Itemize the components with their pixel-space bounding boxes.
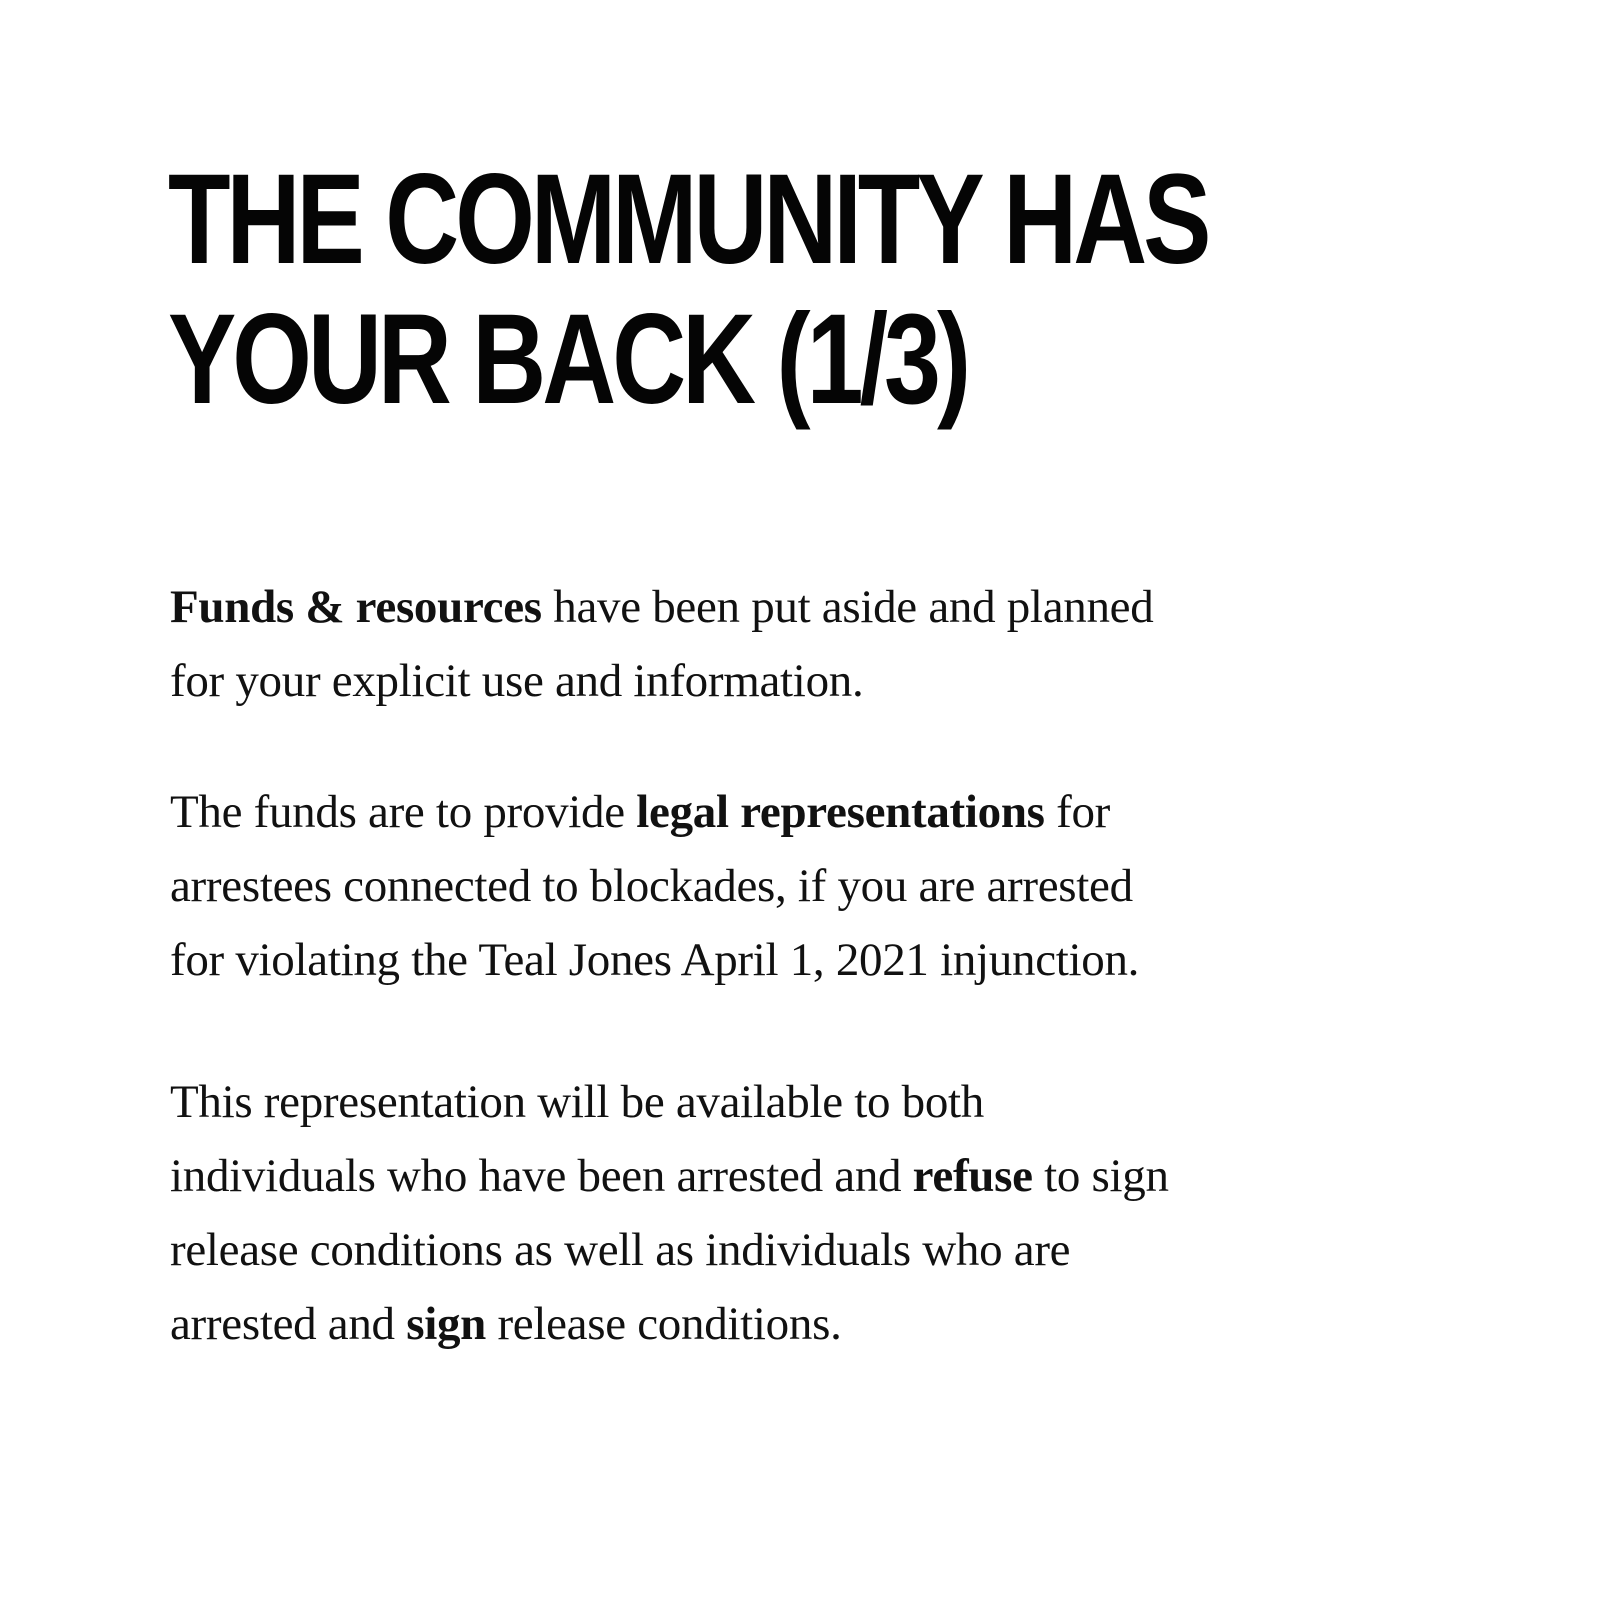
bold-phrase: legal representations: [636, 786, 1045, 838]
paragraph-legal-representation: [170, 775, 1470, 997]
paragraph-line: [170, 1287, 1470, 1361]
text-run: release conditions as well as individuals who are: [170, 1224, 1071, 1276]
paragraph-line: [170, 923, 1470, 997]
paragraph-line: [170, 1213, 1470, 1287]
text-run: to sign: [1032, 1150, 1169, 1202]
text-run: arrestees connected to blockades, if you are arrested: [170, 860, 1133, 912]
paragraph-funds-resources: [170, 570, 1470, 718]
text-run: release conditions.: [486, 1298, 842, 1350]
text-run: individuals who have been arrested and: [170, 1150, 913, 1202]
paragraph-line: [170, 1065, 1470, 1139]
paragraph-availability: [170, 1065, 1470, 1361]
title-line-2: YOUR BACK (1/3): [168, 288, 968, 431]
text-run: for violating the Teal Jones April 1, 2021 injunction.: [170, 934, 1140, 986]
text-run: This representation will be available to both: [170, 1076, 984, 1128]
page-title: [168, 150, 1207, 430]
paragraph-line: [170, 849, 1470, 923]
paragraph-line: [170, 1139, 1470, 1213]
paragraph-line: [170, 570, 1470, 644]
bold-phrase: Funds & resources: [170, 581, 542, 633]
text-run: for: [1044, 786, 1111, 838]
text-run: for your explicit use and information.: [170, 655, 864, 707]
paragraph-line: [170, 775, 1470, 849]
title-line-1: THE COMMUNITY HAS: [168, 148, 1208, 291]
text-run: have been put aside and planned: [541, 581, 1154, 633]
bold-phrase: refuse: [912, 1150, 1033, 1202]
bold-phrase: sign: [406, 1298, 486, 1350]
paragraph-line: [170, 644, 1470, 718]
text-run: arrested and: [170, 1298, 407, 1350]
text-run: The funds are to provide: [170, 786, 637, 838]
